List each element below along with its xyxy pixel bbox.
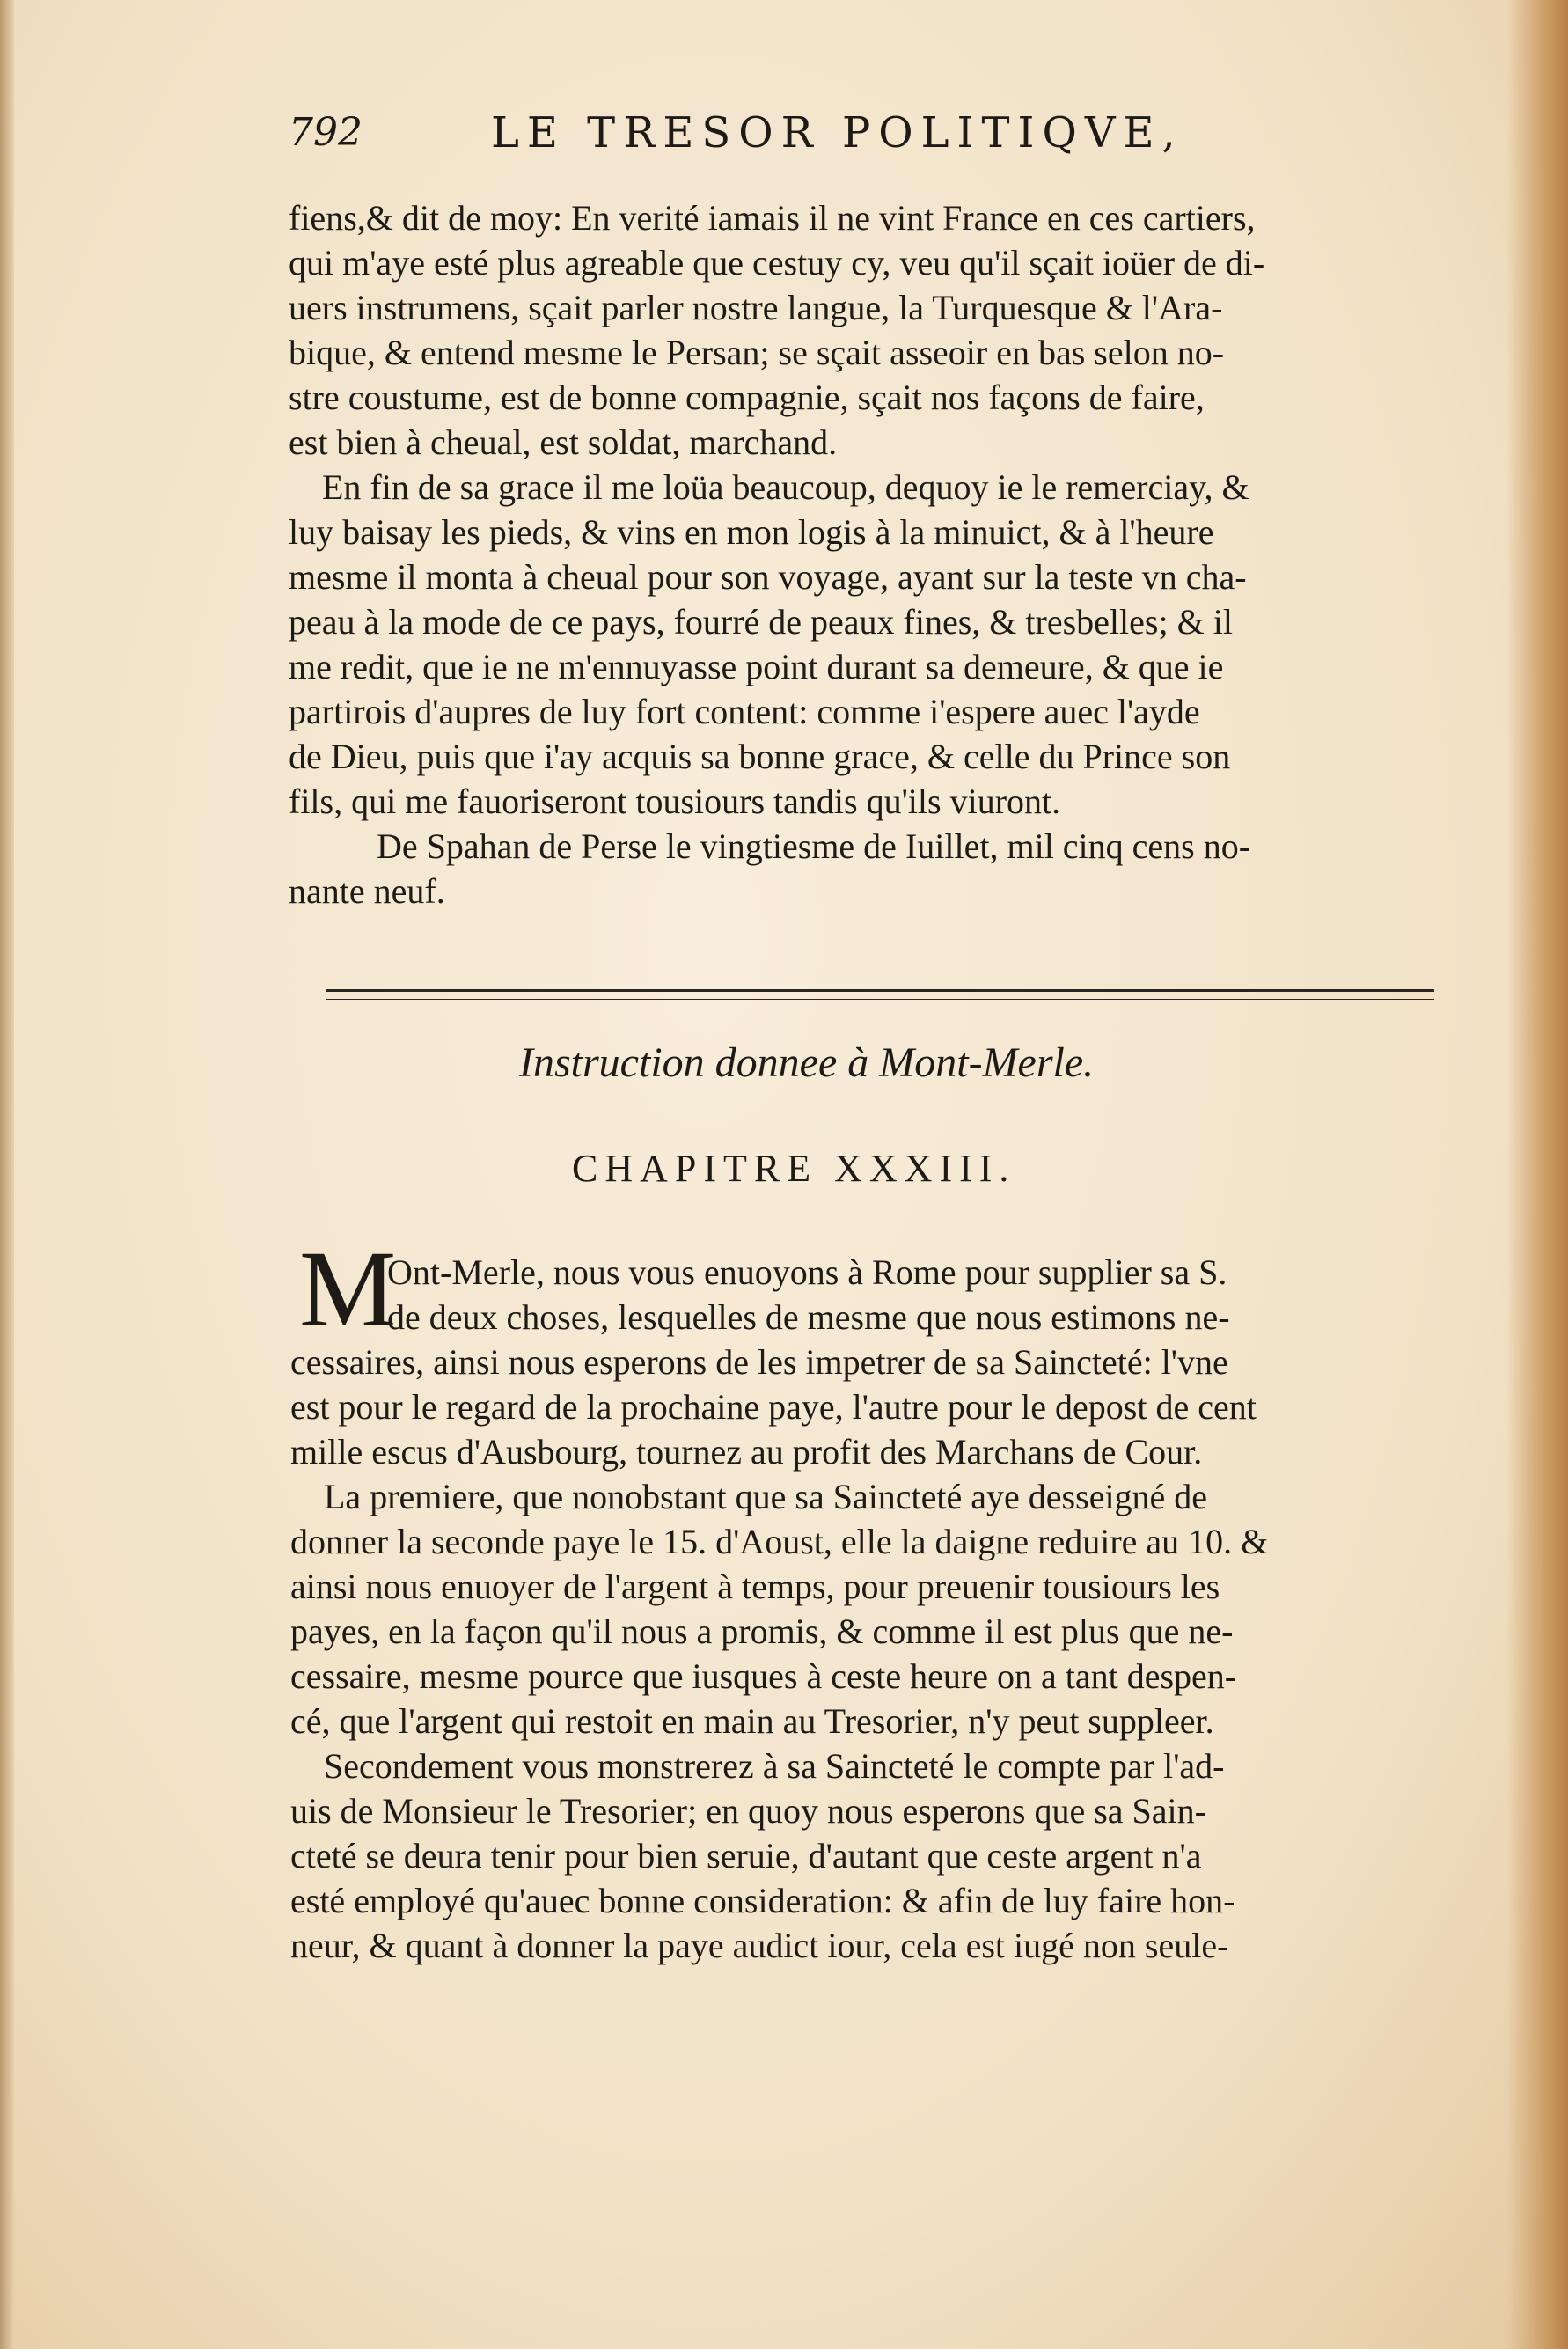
instruction-text (290, 1250, 1452, 1968)
text-line: En fin de sa grace il me loüa beaucoup, dequoy ie le remerciay, & (322, 467, 1249, 507)
text-line: neur, & quant à donner la paye audict iour, cela est iugé non seule- (290, 1926, 1229, 1965)
text-line: qui m'aye esté plus agreable que cestuy cy, veu qu'il sçait ioüer de di- (289, 243, 1265, 283)
text-line: nante neuf. (289, 871, 445, 911)
text-line: cessaires, ainsi nous esperons de les impetrer de sa Saincteté: l'vne (290, 1342, 1228, 1382)
text-line: uis de Monsieur le Tresorier; en quoy nous esperons que sa Sain- (290, 1791, 1206, 1831)
page-right-edge (1506, 0, 1568, 2349)
page-number: 792 (289, 110, 363, 155)
page-header (289, 101, 1309, 172)
running-title: LE TRESOR POLITIQVE, (491, 108, 1183, 158)
page-left-edge (0, 0, 14, 2349)
text-line: La premiere, que nonobstant que sa Saincteté aye desseigné de (324, 1477, 1208, 1516)
text-line: De Spahan de Perse le vingtiesme de Iuillet, mil cinq cens no- (377, 826, 1251, 866)
section-divider (326, 989, 1434, 1000)
text-line: mesme il monta à cheual pour son voyage, ayant sur la teste vn cha- (289, 557, 1247, 597)
drop-cap: M (299, 1229, 397, 1349)
text-line: est pour le regard de la prochaine paye, l'autre pour le depost de cent (290, 1387, 1257, 1427)
letter-text (289, 195, 1450, 914)
text-line: fiens,& dit de moy: En verité iamais il ne vint France en ces cartiers, (289, 198, 1256, 238)
text-line: cteté se deura tenir pour bien seruie, d'autant que ceste argent n'a (290, 1836, 1202, 1876)
text-line: Ont-Merle, nous vous enuoyons à Rome pour supplier sa S. (387, 1252, 1227, 1292)
text-line: ainsi nous enuoyer de l'argent à temps, pour preuenir tousiours les (290, 1567, 1220, 1606)
text-line: de Dieu, puis que i'ay acquis sa bonne grace, & celle du Prince son (289, 737, 1231, 776)
text-line: mille escus d'Ausbourg, tournez au profit des Marchans de Cour. (290, 1432, 1203, 1472)
text-line: esté employé qu'auec bonne consideration: & afin de luy faire hon- (290, 1881, 1235, 1920)
chapter-title: CHAPITRE XXXIII. (572, 1147, 1016, 1190)
text-line: partirois d'aupres de luy fort content: comme i'espere auec l'ayde (289, 692, 1200, 731)
text-line: cé, que l'argent qui restoit en main au Tresorier, n'y peut suppleer. (290, 1701, 1214, 1741)
text-line: me redit, que ie ne m'ennuyasse point durant sa demeure, & que ie (289, 647, 1224, 686)
section-heading: Instruction donnee à Mont-Merle. (519, 1039, 1095, 1086)
text-line: de deux choses, lesquelles de mesme que nous estimons ne- (387, 1297, 1230, 1337)
text-line: stre coustume, est de bonne compagnie, sçait nos façons de faire, (289, 378, 1205, 417)
text-line: luy baisay les pieds, & vins en mon logis à la minuict, & à l'heure (289, 512, 1214, 552)
text-line: bique, & entend mesme le Persan; se sçait asseoir en bas selon no- (289, 333, 1225, 372)
text-line: Secondement vous monstrerez à sa Saincteté le compte par l'ad- (324, 1746, 1225, 1786)
text-line: est bien à cheual, est soldat, marchand. (289, 422, 838, 462)
text-line: cessaire, mesme pource que iusques à ceste heure on a tant despen- (290, 1656, 1237, 1696)
text-line: peau à la mode de ce pays, fourré de peaux fines, & tresbelles; & il (289, 602, 1233, 642)
text-line: payes, en la façon qu'il nous a promis, & comme il est plus que ne- (290, 1611, 1234, 1651)
text-line: donner la seconde paye le 15. d'Aoust, elle la daigne reduire au 10. & (290, 1522, 1269, 1561)
text-line: fils, qui me fauoriseront tousiours tandis qu'ils viuront. (289, 782, 1061, 821)
text-line: uers instrumens, sçait parler nostre langue, la Turquesque & l'Ara- (289, 288, 1223, 327)
